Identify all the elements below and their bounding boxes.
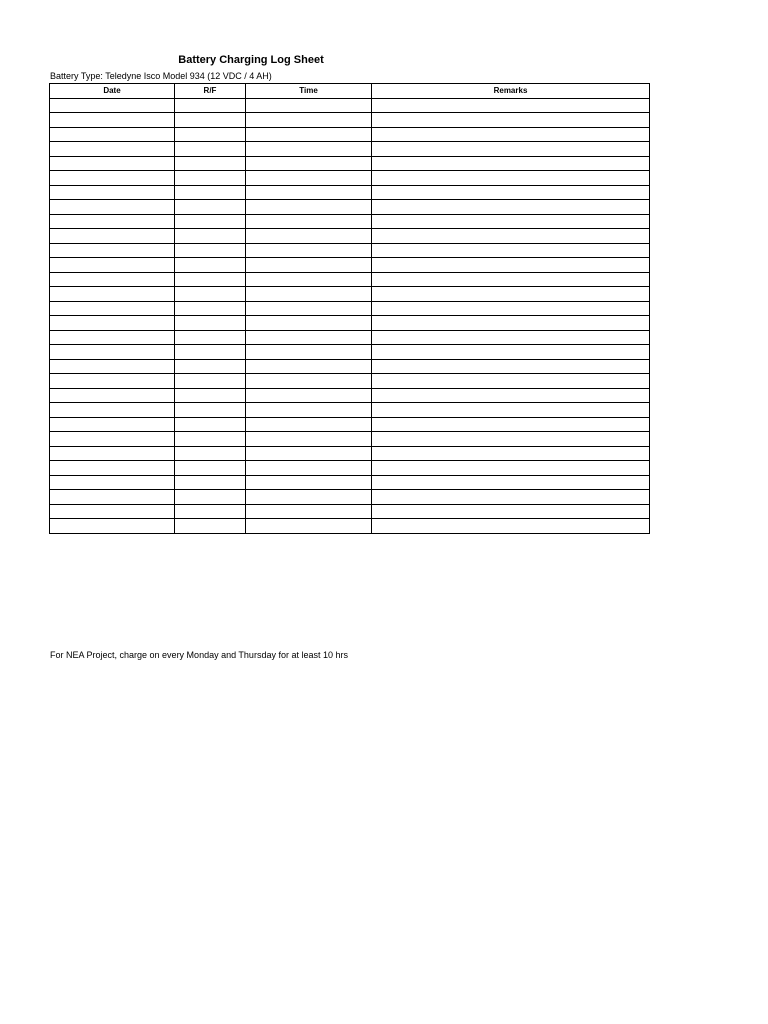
rf-cell[interactable]: [175, 287, 246, 302]
table-row: [50, 272, 650, 287]
remarks-cell[interactable]: [372, 504, 650, 519]
column-header-time: Time: [246, 84, 372, 99]
column-header-remarks: Remarks: [372, 84, 650, 99]
time-cell[interactable]: [246, 330, 372, 345]
time-cell[interactable]: [246, 504, 372, 519]
table-row: [50, 200, 650, 215]
remarks-cell[interactable]: [372, 374, 650, 389]
time-cell[interactable]: [246, 359, 372, 374]
remarks-cell[interactable]: [372, 301, 650, 316]
date-cell[interactable]: [50, 432, 175, 447]
table-row: [50, 388, 650, 403]
time-cell[interactable]: [246, 142, 372, 157]
time-cell[interactable]: [246, 127, 372, 142]
rf-cell[interactable]: [175, 243, 246, 258]
rf-cell[interactable]: [175, 374, 246, 389]
table-row: [50, 432, 650, 447]
remarks-cell[interactable]: [372, 330, 650, 345]
table-body: [50, 98, 650, 533]
date-cell[interactable]: [50, 185, 175, 200]
charging-instruction-note: For NEA Project, charge on every Monday and Thursday for at least 10 hrs: [50, 650, 348, 660]
remarks-cell[interactable]: [372, 229, 650, 244]
rf-cell[interactable]: [175, 98, 246, 113]
table-row: [50, 214, 650, 229]
table-row: [50, 171, 650, 186]
remarks-cell[interactable]: [372, 156, 650, 171]
rf-cell[interactable]: [175, 461, 246, 476]
table-row: [50, 316, 650, 331]
rf-cell[interactable]: [175, 301, 246, 316]
time-cell[interactable]: [246, 345, 372, 360]
remarks-cell[interactable]: [372, 359, 650, 374]
remarks-cell[interactable]: [372, 185, 650, 200]
date-cell[interactable]: [50, 519, 175, 534]
date-cell[interactable]: [50, 403, 175, 418]
table-row: [50, 156, 650, 171]
charging-log-table: [49, 83, 650, 534]
date-cell[interactable]: [50, 461, 175, 476]
table-row: [50, 258, 650, 273]
table-row: [50, 490, 650, 505]
time-cell[interactable]: [246, 417, 372, 432]
date-cell[interactable]: [50, 446, 175, 461]
time-cell[interactable]: [246, 185, 372, 200]
date-cell[interactable]: [50, 330, 175, 345]
column-header-rf: R/F: [175, 84, 246, 99]
battery-type-label: Battery Type: Teledyne Isco Model 934 (12 VDC / 4 AH): [50, 71, 272, 81]
remarks-cell[interactable]: [372, 127, 650, 142]
rf-cell[interactable]: [175, 258, 246, 273]
remarks-cell[interactable]: [372, 258, 650, 273]
date-cell[interactable]: [50, 301, 175, 316]
rf-cell[interactable]: [175, 113, 246, 128]
remarks-cell[interactable]: [372, 287, 650, 302]
remarks-cell[interactable]: [372, 403, 650, 418]
date-cell[interactable]: [50, 272, 175, 287]
date-cell[interactable]: [50, 98, 175, 113]
date-cell[interactable]: [50, 127, 175, 142]
table-row: [50, 403, 650, 418]
table-row: [50, 185, 650, 200]
rf-cell[interactable]: [175, 330, 246, 345]
date-cell[interactable]: [50, 214, 175, 229]
table-row: [50, 446, 650, 461]
rf-cell[interactable]: [175, 185, 246, 200]
time-cell[interactable]: [246, 258, 372, 273]
rf-cell[interactable]: [175, 345, 246, 360]
time-cell[interactable]: [246, 272, 372, 287]
time-cell[interactable]: [246, 388, 372, 403]
remarks-cell[interactable]: [372, 214, 650, 229]
rf-cell[interactable]: [175, 359, 246, 374]
date-cell[interactable]: [50, 113, 175, 128]
rf-cell[interactable]: [175, 519, 246, 534]
table-row: [50, 519, 650, 534]
remarks-cell[interactable]: [372, 345, 650, 360]
time-cell[interactable]: [246, 490, 372, 505]
date-cell[interactable]: [50, 374, 175, 389]
remarks-cell[interactable]: [372, 519, 650, 534]
time-cell[interactable]: [246, 403, 372, 418]
table-row: [50, 374, 650, 389]
remarks-cell[interactable]: [372, 171, 650, 186]
date-cell[interactable]: [50, 200, 175, 215]
date-cell[interactable]: [50, 417, 175, 432]
rf-cell[interactable]: [175, 142, 246, 157]
rf-cell[interactable]: [175, 490, 246, 505]
rf-cell[interactable]: [175, 446, 246, 461]
remarks-cell[interactable]: [372, 98, 650, 113]
time-cell[interactable]: [246, 287, 372, 302]
date-cell[interactable]: [50, 475, 175, 490]
date-cell[interactable]: [50, 243, 175, 258]
date-cell[interactable]: [50, 287, 175, 302]
table-row: [50, 359, 650, 374]
date-cell[interactable]: [50, 142, 175, 157]
rf-cell[interactable]: [175, 316, 246, 331]
rf-cell[interactable]: [175, 388, 246, 403]
rf-cell[interactable]: [175, 171, 246, 186]
table-row: [50, 504, 650, 519]
remarks-cell[interactable]: [372, 388, 650, 403]
time-cell[interactable]: [246, 316, 372, 331]
rf-cell[interactable]: [175, 504, 246, 519]
table-row: [50, 417, 650, 432]
table-row: [50, 475, 650, 490]
table-row: [50, 142, 650, 157]
table-row: [50, 301, 650, 316]
remarks-cell[interactable]: [372, 142, 650, 157]
date-cell[interactable]: [50, 229, 175, 244]
remarks-cell[interactable]: [372, 316, 650, 331]
table-row: [50, 243, 650, 258]
time-cell[interactable]: [246, 113, 372, 128]
rf-cell[interactable]: [175, 432, 246, 447]
rf-cell[interactable]: [175, 127, 246, 142]
remarks-cell[interactable]: [372, 432, 650, 447]
table-row: [50, 229, 650, 244]
date-cell[interactable]: [50, 258, 175, 273]
remarks-cell[interactable]: [372, 446, 650, 461]
table-row: [50, 98, 650, 113]
time-cell[interactable]: [246, 214, 372, 229]
table-row: [50, 330, 650, 345]
remarks-cell[interactable]: [372, 113, 650, 128]
time-cell[interactable]: [246, 475, 372, 490]
date-cell[interactable]: [50, 171, 175, 186]
date-cell[interactable]: [50, 504, 175, 519]
time-cell[interactable]: [246, 432, 372, 447]
table-row: [50, 287, 650, 302]
remarks-cell[interactable]: [372, 490, 650, 505]
sheet-title: Battery Charging Log Sheet: [178, 54, 324, 66]
date-cell[interactable]: [50, 316, 175, 331]
time-cell[interactable]: [246, 519, 372, 534]
date-cell[interactable]: [50, 388, 175, 403]
rf-cell[interactable]: [175, 229, 246, 244]
time-cell[interactable]: [246, 446, 372, 461]
remarks-cell[interactable]: [372, 461, 650, 476]
date-cell[interactable]: [50, 490, 175, 505]
time-cell[interactable]: [246, 171, 372, 186]
time-cell[interactable]: [246, 374, 372, 389]
table-row: [50, 461, 650, 476]
time-cell[interactable]: [246, 98, 372, 113]
time-cell[interactable]: [246, 200, 372, 215]
table-header-row: [50, 84, 650, 99]
rf-cell[interactable]: [175, 214, 246, 229]
remarks-cell[interactable]: [372, 243, 650, 258]
table-row: [50, 113, 650, 128]
remarks-cell[interactable]: [372, 475, 650, 490]
time-cell[interactable]: [246, 229, 372, 244]
rf-cell[interactable]: [175, 272, 246, 287]
date-cell[interactable]: [50, 156, 175, 171]
rf-cell[interactable]: [175, 403, 246, 418]
time-cell[interactable]: [246, 301, 372, 316]
remarks-cell[interactable]: [372, 272, 650, 287]
remarks-cell[interactable]: [372, 200, 650, 215]
table-row: [50, 127, 650, 142]
rf-cell[interactable]: [175, 200, 246, 215]
remarks-cell[interactable]: [372, 417, 650, 432]
time-cell[interactable]: [246, 461, 372, 476]
time-cell[interactable]: [246, 156, 372, 171]
rf-cell[interactable]: [175, 417, 246, 432]
date-cell[interactable]: [50, 359, 175, 374]
rf-cell[interactable]: [175, 156, 246, 171]
column-header-date: Date: [50, 84, 175, 99]
table-row: [50, 345, 650, 360]
time-cell[interactable]: [246, 243, 372, 258]
date-cell[interactable]: [50, 345, 175, 360]
rf-cell[interactable]: [175, 475, 246, 490]
